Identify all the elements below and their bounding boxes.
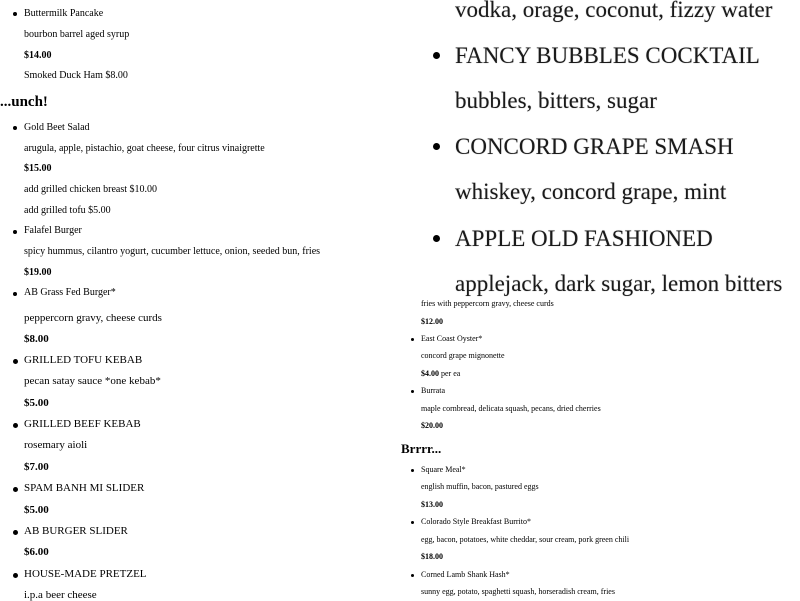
item-price: $12.00 bbox=[421, 317, 443, 326]
list-bullet bbox=[13, 230, 17, 234]
item-description: sunny egg, potato, spaghetti squash, horseradish cream, fries bbox=[421, 587, 615, 596]
item-price: $14.00 bbox=[24, 50, 52, 61]
item-description: peppercorn gravy, cheese curds bbox=[24, 312, 162, 324]
item-description: egg, bacon, potatoes, white cheddar, sour cream, pork green chili bbox=[421, 535, 630, 544]
cocktail-description: bubbles, bitters, sugar bbox=[455, 88, 657, 113]
item-price: $8.00 bbox=[24, 333, 49, 345]
item-description: bourbon barrel aged syrup bbox=[24, 29, 130, 40]
item-description: maple cornbread, delicata squash, pecans, dried cherries bbox=[421, 404, 601, 413]
list-bullet bbox=[13, 359, 18, 364]
item-addon: add grilled chicken breast $10.00 bbox=[24, 184, 158, 195]
item-price: $6.00 bbox=[24, 546, 49, 558]
item-description: i.p.a beer cheese bbox=[24, 589, 97, 601]
list-bullet bbox=[13, 12, 17, 16]
item-name: HOUSE-MADE PRETZEL bbox=[24, 568, 147, 580]
list-bullet bbox=[433, 235, 440, 242]
cocktail-name: FANCY BUBBLES COCKTAIL bbox=[455, 43, 760, 68]
item-price: $5.00 bbox=[24, 397, 49, 409]
item-name: Corned Lamb Shank Hash* bbox=[421, 570, 510, 579]
list-bullet bbox=[13, 126, 17, 130]
cocktail-name: APPLE OLD FASHIONED bbox=[455, 226, 713, 251]
item-name: Square Meal* bbox=[421, 465, 466, 474]
cocktail-description: applejack, dark sugar, lemon bitters bbox=[455, 271, 783, 296]
list-bullet bbox=[13, 487, 18, 492]
item-price: $4.00 bbox=[421, 369, 439, 378]
item-name: Falafel Burger bbox=[24, 225, 82, 236]
item-name: East Coast Oyster* bbox=[421, 334, 483, 343]
list-bullet bbox=[411, 338, 414, 341]
item-name: Colorado Style Breakfast Burrito* bbox=[421, 517, 531, 526]
item-description: concord grape mignonette bbox=[421, 351, 505, 360]
list-bullet bbox=[411, 574, 414, 577]
cocktail-description: vodka, orage, coconut, fizzy water bbox=[455, 0, 773, 22]
item-price-line bbox=[421, 370, 460, 378]
item-name: AB Grass Fed Burger* bbox=[24, 287, 116, 298]
item-description: spicy hummus, cilantro yogurt, cucumber lettuce, onion, seeded bun, fries bbox=[24, 246, 321, 257]
cocktail-name: CONCORD GRAPE SMASH bbox=[455, 134, 734, 159]
item-name: GRILLED BEEF KEBAB bbox=[24, 418, 141, 430]
item-description: arugula, apple, pistachio, goat cheese, four citrus vinaigrette bbox=[24, 143, 265, 154]
item-price: $19.00 bbox=[24, 267, 52, 278]
item-price: $15.00 bbox=[24, 163, 52, 174]
item-price-unit: per ea bbox=[441, 369, 461, 378]
list-bullet bbox=[13, 423, 18, 428]
item-name: Buttermilk Pancake bbox=[24, 8, 104, 19]
cocktail-description: whiskey, concord grape, mint bbox=[455, 179, 727, 204]
item-price: $5.00 bbox=[24, 504, 49, 516]
list-bullet bbox=[433, 52, 440, 59]
item-description: english muffin, bacon, pastured eggs bbox=[421, 482, 539, 491]
item-addon: Smoked Duck Ham $8.00 bbox=[24, 70, 128, 81]
item-name: AB BURGER SLIDER bbox=[24, 525, 128, 537]
section-heading: Brrrr... bbox=[401, 441, 442, 456]
item-description: pecan satay sauce *one kebab* bbox=[24, 375, 161, 387]
list-bullet bbox=[13, 292, 17, 296]
section-heading: ...unch! bbox=[0, 94, 48, 110]
item-name: SPAM BANH MI SLIDER bbox=[24, 482, 145, 494]
item-description: fries with peppercorn gravy, cheese curds bbox=[421, 299, 554, 308]
list-bullet bbox=[433, 143, 440, 150]
list-bullet bbox=[411, 521, 414, 524]
item-addon: add grilled tofu $5.00 bbox=[24, 205, 111, 216]
item-name: Burrata bbox=[421, 386, 445, 395]
item-price: $13.00 bbox=[421, 500, 443, 509]
list-bullet bbox=[13, 573, 18, 578]
list-bullet bbox=[13, 530, 18, 535]
item-description: rosemary aioli bbox=[24, 439, 88, 451]
list-bullet bbox=[411, 469, 414, 472]
item-name: Gold Beet Salad bbox=[24, 122, 90, 133]
item-price: $18.00 bbox=[421, 552, 443, 561]
item-name: GRILLED TOFU KEBAB bbox=[24, 354, 143, 366]
item-price: $20.00 bbox=[421, 421, 443, 430]
item-price: $7.00 bbox=[24, 461, 49, 473]
list-bullet bbox=[411, 390, 414, 393]
